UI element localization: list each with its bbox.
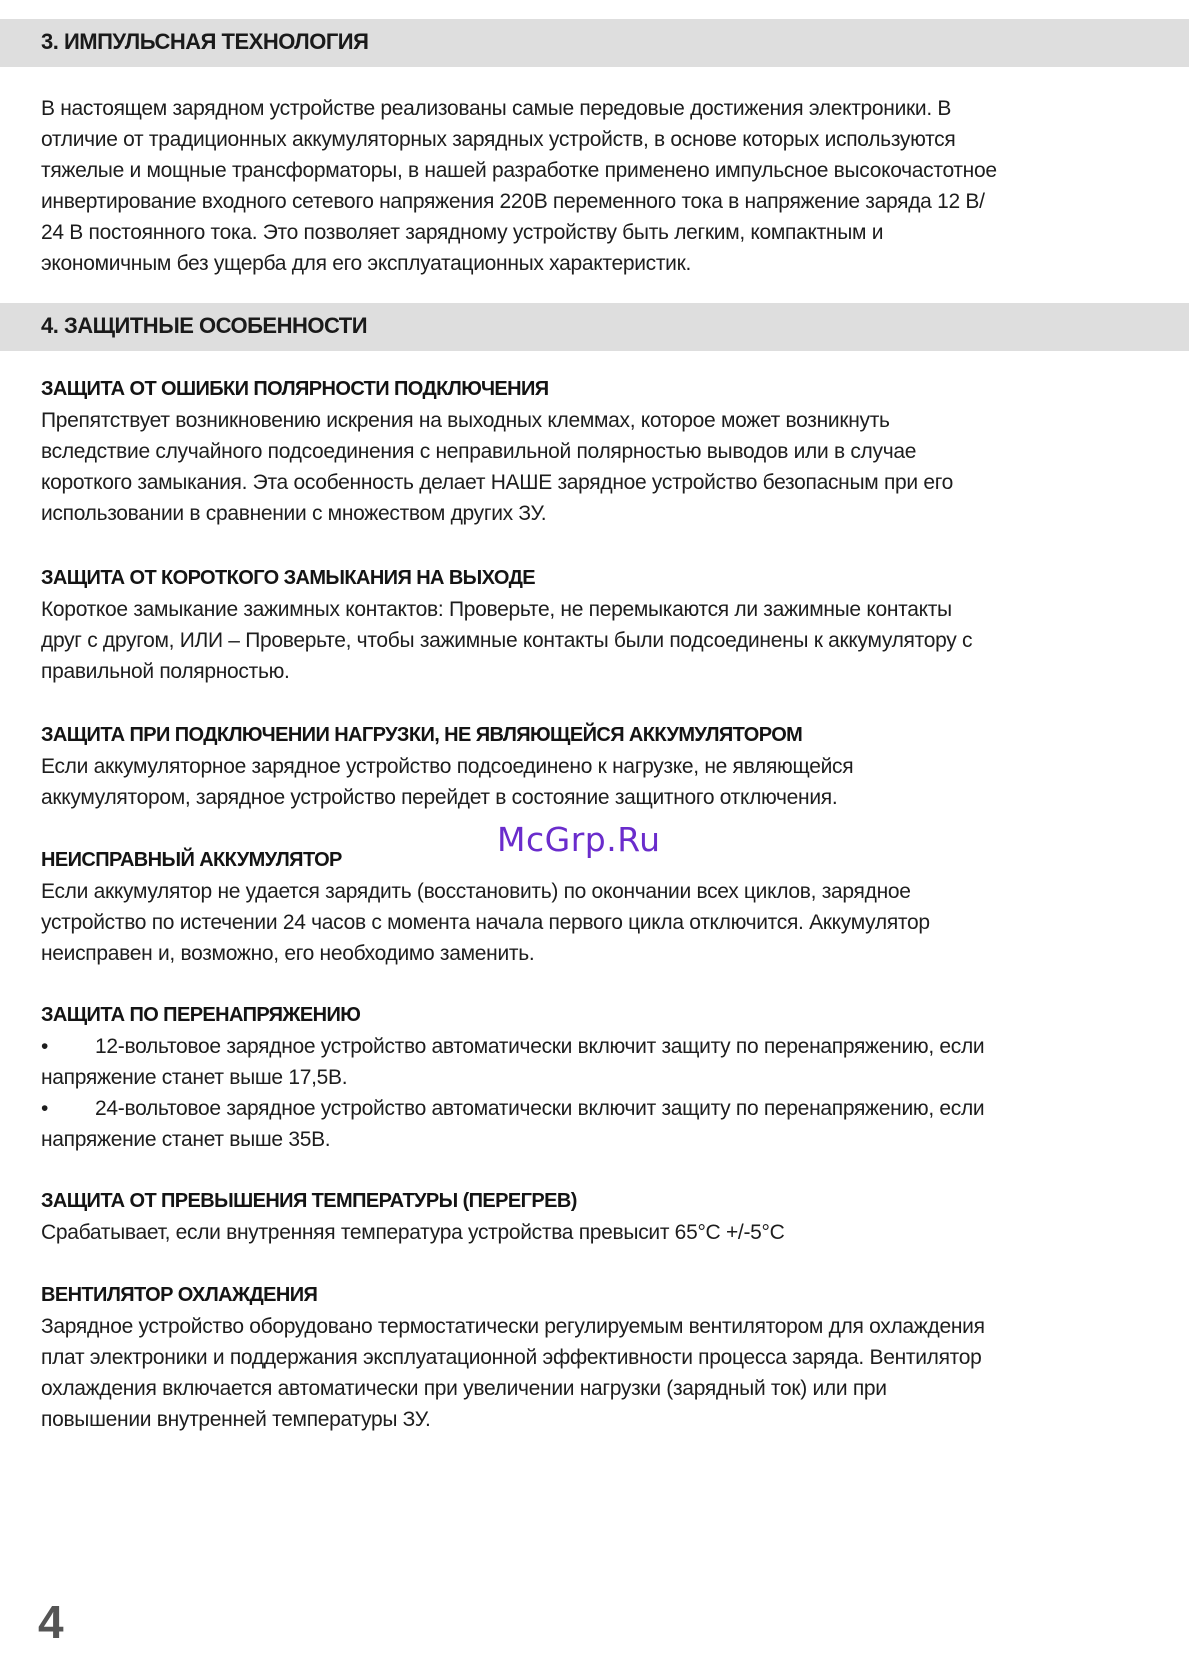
faulty-battery-block <box>41 845 1151 969</box>
section-3-body <box>41 93 1151 279</box>
paragraph-line: повышении внутренней температуры ЗУ. <box>41 1408 431 1431</box>
paragraph-line: правильной полярностью. <box>41 660 290 683</box>
section-3-header <box>0 19 1189 67</box>
paragraph-line: вследствие случайного подсоединения с неправильной полярностью выводов или в случае <box>41 440 917 463</box>
polarity-protection-block <box>41 374 1151 529</box>
short-circuit-protection-block <box>41 563 1151 687</box>
bullet-item <box>41 1031 1151 1062</box>
paragraph-line: охлаждения включается автоматически при увеличении нагрузки (зарядный ток) или при <box>41 1377 887 1400</box>
paragraph-line: напряжение станет выше 17,5В. <box>41 1066 348 1089</box>
polarity-protection-heading: ЗАЩИТА ОТ ОШИБКИ ПОЛЯРНОСТИ ПОДКЛЮЧЕНИЯ <box>41 378 549 400</box>
section-4-title: 4. ЗАЩИТНЫЕ ОСОБЕННОСТИ <box>41 313 368 338</box>
paragraph-line: инвертирование входного сетевого напряжения 220В переменного тока в напряжение заряда 12 В/ <box>41 190 985 213</box>
page-number: 4 <box>38 1596 64 1648</box>
paragraph-line: Короткое замыкание зажимных контактов: Проверьте, не перемыкаются ли зажимные контакты <box>41 598 952 621</box>
section-4-header <box>0 303 1189 351</box>
paragraph-line: В настоящем зарядном устройстве реализованы самые передовые достижения электроники. В <box>41 97 952 120</box>
overheat-protection-heading: ЗАЩИТА ОТ ПРЕВЫШЕНИЯ ТЕМПЕРАТУРЫ (ПЕРЕГРЕВ) <box>41 1190 577 1212</box>
paragraph-line: плат электроники и поддержания эксплуатационной эффективности процесса заряда. Вентилятор <box>41 1346 982 1369</box>
paragraph-line: 24 В постоянного тока. Это позволяет зарядному устройству быть легким, компактным и <box>41 221 884 244</box>
paragraph-line: Препятствует возникновению искрения на выходных клеммах, которое может возникнуть <box>41 409 890 432</box>
paragraph-line: экономичным без ущерба для его эксплуатационных характеристик. <box>41 252 692 275</box>
overvoltage-protection-heading: ЗАЩИТА ПО ПЕРЕНАПРЯЖЕНИЮ <box>41 1004 361 1026</box>
non-battery-load-protection-block <box>41 720 1151 813</box>
paragraph-line: аккумулятором, зарядное устройство перейдет в состояние защитного отключения. <box>41 786 838 809</box>
cooling-fan-block <box>41 1280 1151 1435</box>
paragraph-line: напряжение станет выше 35В. <box>41 1128 331 1151</box>
faulty-battery-heading: НЕИСПРАВНЫЙ АККУМУЛЯТОР <box>41 849 342 871</box>
section-3-title: 3. ИМПУЛЬСНАЯ ТЕХНОЛОГИЯ <box>41 29 369 54</box>
paragraph-line: неисправен и, возможно, его необходимо заменить. <box>41 942 535 965</box>
paragraph-line: использовании в сравнении с множеством других ЗУ. <box>41 502 547 525</box>
overvoltage-protection-block <box>41 1000 1151 1155</box>
paragraph-line: отличие от традиционных аккумуляторных зарядных устройств, в основе которых используются <box>41 128 956 151</box>
short-circuit-protection-heading: ЗАЩИТА ОТ КОРОТКОГО ЗАМЫКАНИЯ НА ВЫХОДЕ <box>41 567 535 589</box>
paragraph-line: Зарядное устройство оборудовано термостатически регулируемым вентилятором для охлаждения <box>41 1315 985 1338</box>
bullet-item <box>41 1093 1151 1124</box>
bullet-icon: • <box>41 1097 49 1120</box>
bullet-text: 24-вольтовое зарядное устройство автоматически включит защиту по перенапряжению, если <box>95 1097 985 1120</box>
paragraph-line: устройство по истечении 24 часов с момента начала первого цикла отключится. Аккумулятор <box>41 911 930 934</box>
watermark-text: McGrp.Ru <box>497 820 661 859</box>
paragraph-line: Срабатывает, если внутренняя температура устройства превысит 65°C +/-5°C <box>41 1221 785 1244</box>
paragraph-line: друг с другом, ИЛИ – Проверьте, чтобы зажимные контакты были подсоединены к аккумулятору с <box>41 629 973 652</box>
overheat-protection-block <box>41 1186 1151 1248</box>
paragraph-line: короткого замыкания. Эта особенность делает НАШЕ зарядное устройство безопасным при его <box>41 471 954 494</box>
bullet-icon: • <box>41 1035 49 1058</box>
bullet-text: 12-вольтовое зарядное устройство автоматически включит защиту по перенапряжению, если <box>95 1035 985 1058</box>
paragraph-line: Если аккумулятор не удается зарядить (восстановить) по окончании всех циклов, зарядное <box>41 880 911 903</box>
cooling-fan-heading: ВЕНТИЛЯТОР ОХЛАЖДЕНИЯ <box>41 1284 318 1306</box>
non-battery-load-protection-heading: ЗАЩИТА ПРИ ПОДКЛЮЧЕНИИ НАГРУЗКИ, НЕ ЯВЛЯЮЩЕЙСЯ АККУМУЛЯТОРОМ <box>41 724 803 746</box>
paragraph-line: Если аккумуляторное зарядное устройство подсоединено к нагрузке, не являющейся <box>41 755 854 778</box>
paragraph-line: тяжелые и мощные трансформаторы, в нашей разработке применено импульсное высокочастотное <box>41 159 997 182</box>
